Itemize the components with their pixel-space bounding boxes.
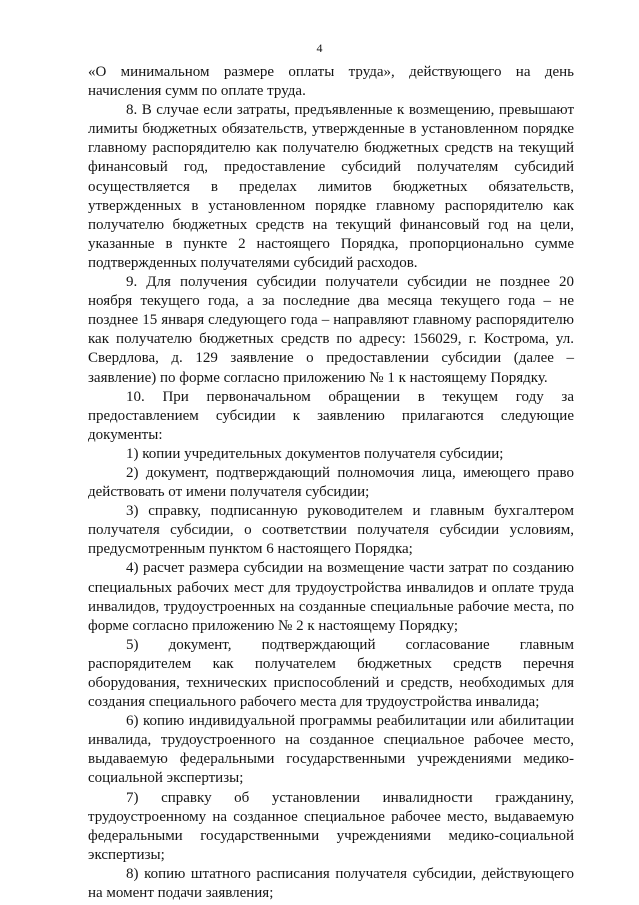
list-item-6: 6) копию индивидуальной программы реабилитации или абилитации инвалида, трудоустроенного на созданное специальное рабочее место, выдаваемую федеральными государственными учреждениями медико-социальной экспертизы; bbox=[88, 713, 574, 787]
list-item-3: 3) справку, подписанную руководителем и главным бухгалтером получателя субсидии, о соответствии получателя субсидии условиям, предусмотренным пунктом 6 настоящего Порядка; bbox=[88, 503, 574, 558]
list-item-4: 4) расчет размера субсидии на возмещение части затрат по созданию специальных рабочих мест для трудоустройства инвалидов и оплате труда инвалидов, трудоустроенных на созданные специальные рабочие места, по форме согласно приложению № 2 к настоящему Порядку; bbox=[88, 560, 574, 634]
list-item-2: 2) документ, подтверждающий полномочия лица, имеющего право действовать от имени получателя субсидии; bbox=[88, 464, 574, 501]
list-item-8: 8) копию штатного расписания получателя субсидии, действующего на момент подачи заявления; bbox=[88, 865, 574, 902]
paragraph-item-9: 9. Для получения субсидии получатели субсидии не позднее 20 ноября текущего года, а за последние два месяца текущего года – не позднее 15 января следующего года – направляют главному распорядителю как получателю бюджетных средств по адресу: 156029, г. Кострома, ул. Свердлова, д. 129 заявление о предоставлении субсидии (далее – заявление) по форме согласно приложению № 1 к настоящему Порядку. bbox=[88, 274, 574, 386]
page-number: 4 bbox=[316, 41, 323, 55]
paragraph-item-8: 8. В случае если затраты, предъявленные к возмещению, превышают лимиты бюджетных обязательств, утвержденные в установленном порядке главному распорядителю как получателю бюджетных средств на текущий финансовый год, предоставление субсидий получателям субсидий осуществляется в пределах лимитов бюджетных обязательств, утвержденных в установленном порядке главному распорядителю как получателю бюджетных средств на текущий финансовый год на цели, указанные в пункте 2 настоящего Порядка, пропорционально сумме подтвержденных получателями субсидий расходов. bbox=[88, 102, 574, 271]
paragraph-item-10: 10. При первоначальном обращении в текущем году за предоставлением субсидии к заявлению прилагаются следующие документы: bbox=[88, 388, 574, 443]
document-body bbox=[88, 63, 574, 903]
list-item-7: 7) справку об установлении инвалидности гражданину, трудоустроенному на созданное специальное рабочее место, выдаваемую федеральными государственными учреждениями медико-социальной экспертизы; bbox=[88, 789, 574, 863]
paragraph-continuation: «О минимальном размере оплаты труда», действующего на день начисления сумм по оплате труда. bbox=[88, 64, 574, 100]
list-item-5: 5) документ, подтверждающий согласование главным распорядителем как получателем бюджетных средств перечня оборудования, технических приспособлений и средств, необходимых для создания специального рабочего места для трудоустройства инвалида; bbox=[88, 636, 574, 711]
list-item-1: 1) копии учредительных документов получателя субсидии; bbox=[126, 445, 504, 462]
